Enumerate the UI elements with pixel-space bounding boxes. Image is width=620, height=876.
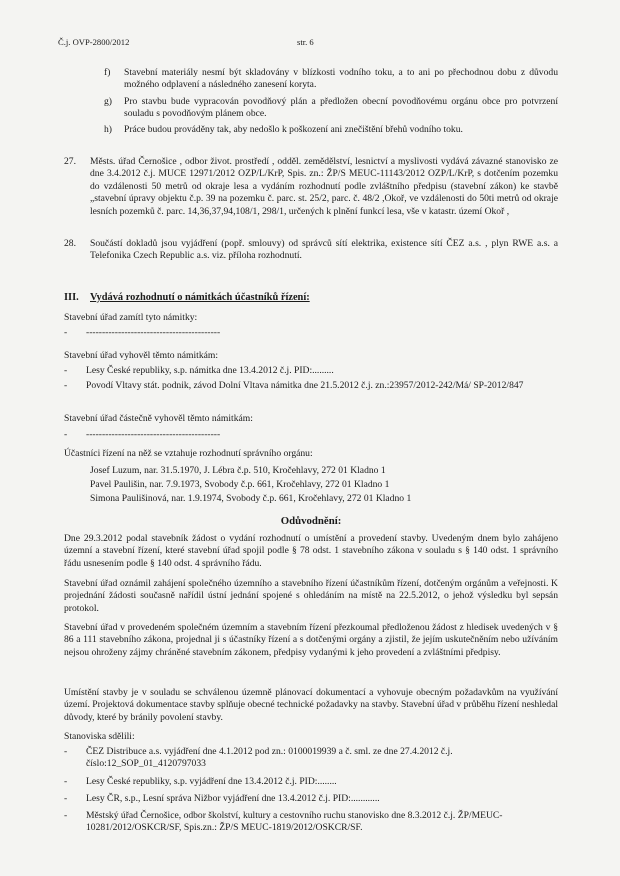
list-text: Práce budou prováděny tak, aby nedošlo k poškození ani znečištění břehů vodního toku. <box>124 124 463 135</box>
dash: - <box>64 746 68 757</box>
list-marker: 27. <box>64 156 76 167</box>
dash: - <box>64 380 68 391</box>
accepted-text: Povodí Vltavy stát. podnik, závod Dolní Vltava námitka dne 21.5.2012 č.j. zn.:23957/2012-242/Má/ SP-2012/847 <box>86 380 524 391</box>
reasoning-paragraph: Stavební úřad v provedeném společném územním a stavebním řízení přezkoumal předloženou žádost z hledisek uvedených v § 86 a 111 stavebního zákona, projednal ji s účastníky řízení a s dotčenými orgány a zjistil, že jejím uskutečněním nebo užíváním nejsou ohroženy zájmy chráněné stavebním zákonem, předpisy vydanými k jeho provedení a zvláštními předpisy. <box>64 622 558 658</box>
list-item-f <box>104 67 558 93</box>
section-numeral: III. <box>64 292 79 303</box>
list-text: Stavební materiály nesmí být skladovány v blízkosti vodního toku, a to ani po přechodnou dobu z důvodu možného odplavení a následného zanesení koryta. <box>124 67 558 91</box>
partial-row <box>64 429 364 442</box>
list-marker: 28. <box>64 238 76 249</box>
opinion-text: Lesy České republiky, s.p. vyjádření dne 13.4.2012 č.j. PID:........ <box>86 776 337 787</box>
reasoning-paragraph: Dne 29.3.2012 podal stavebník žádost o vydání rozhodnutí o umístění a provedení stavby. Uvedeným dnem bylo zahájeno územní a stavební řízení, které stavební úřad spojil podle § 78 odst. 1 stavebního zákona v souladu s § 140 odst. 1 správního řádu usnesením podle § 140 odst. 4 správního řádu. <box>64 533 558 569</box>
blank-line: ------------------------------------------ <box>86 429 221 440</box>
list-item-27 <box>64 156 558 234</box>
dash: - <box>64 429 68 440</box>
accepted-item <box>64 365 558 378</box>
reasoning-paragraph: Umístění stavby je v souladu se schválenou územně plánovací dokumentací a vyhovuje obecným požadavkům na využívání území. Projektová dokumentace stavby splňuje obecné technické požadavky na stavby. Stavební úřad v průběhu řízení neshledal důvody, které by bránily povolení stavby. <box>64 687 558 723</box>
list-item-h <box>104 124 558 138</box>
dash: - <box>64 327 68 338</box>
list-marker: g) <box>104 96 112 107</box>
opinion-item <box>64 810 558 836</box>
list-item-28 <box>64 238 558 264</box>
accepted-text: Lesy České republiky, s.p. námitka dne 13.4.2012 č.j. PID:......... <box>86 365 334 376</box>
section-heading <box>64 292 558 304</box>
dash: - <box>64 810 68 821</box>
opinion-item <box>64 793 558 806</box>
reasoning-title: Odůvodnění: <box>280 515 342 527</box>
participant: Pavel Paulišin, nar. 7.9.1973, Svobody č.p. 661, Kročehlavy, 272 01 Kladno 1 <box>90 479 390 490</box>
opinion-item <box>64 746 558 772</box>
accepted-item <box>64 380 558 406</box>
opinion-text: Lesy ČR, s.p., Lesní správa Nižbor vyjádření dne 13.4.2012 č.j. PID:............ <box>86 793 380 804</box>
opinion-text: ČEZ Distribuce a.s. vyjádření dne 4.1.2012 pod zn.: 0100019939 a č. sml. ze dne 27.4.2012 č.j. číslo:12_SOP_01_4120797033 <box>86 746 453 770</box>
opinions-label: Stanoviska sdělili: <box>64 731 135 742</box>
list-marker: h) <box>104 124 112 135</box>
opinion-item <box>64 776 558 789</box>
list-text: Městs. úřad Černošice , odbor život. prostředí , odděl. zemědělství, lesnictví a myslivosti vydává závazné stanovisko ze dne 3.4.2012 č.j. MUCE 12971/2012 OZP/L/KrP, Spis. zn.: ŽP/S MEUC-11143/2012 OZP/L/KrP, s dotčením pozemku do vzdálenosti 50 metrů od okraje lesa a vydáním rozhodnutí podle zvláštního předpisu (stavební zákon) ke stavbě „stavební úpravy objektu č.p. 39 na pozemku č. parc. st. 25/2, parc. č. 48/2 ,Okoř, ve vzdálenosti do 50ti metrů od okraje lesních pozemků č. parc. 14,36,37,94,108/1, 298/1, určených k plnění funkcí lesa, vše v katastr. území Okoř , <box>90 156 558 217</box>
accepted-label: Stavební úřad vyhověl těmto námitkám: <box>64 350 219 361</box>
rejected-row <box>64 327 364 340</box>
blank-line: ------------------------------------------ <box>86 327 221 338</box>
dash: - <box>64 776 68 787</box>
list-item-g <box>104 96 558 122</box>
page-number: str. 6 <box>297 37 314 47</box>
reference-number: Č.j. OVP-2800/2012 <box>58 37 130 47</box>
partial-label: Stavební úřad částečně vyhověl těmto námitkám: <box>64 413 253 424</box>
rejected-label: Stavební úřad zamítl tyto námitky: <box>64 312 198 323</box>
dash: - <box>64 365 68 376</box>
reasoning-paragraph: Stavební úřad oznámil zahájení společného územního a stavebního řízení účastníkům řízení, dotčeným orgánům a veřejnosti. K projednání žádosti současně nařídil ústní jednání spojené s ohledáním na místě na 22.5.2012, o jehož výsledku byl sepsán protokol. <box>64 578 558 614</box>
list-text: Pro stavbu bude vypracován povodňový plán a předložen obecní povodňovému orgánu obce pro potvrzení souladu s povodňovým plánem obce. <box>124 96 558 120</box>
list-text: Součástí dokladů jsou vyjádření (popř. smlouvy) od správců sítí elektrika, existence sítí ČEZ a.s. , plyn RWE a.s. a Telefonika Czech Republic a.s. viz. příloha rozhodnutí. <box>90 238 558 262</box>
opinion-text: Městský úřad Černošice, odbor školství, kultury a cestovního ruchu stanovisko dne 8.3.2012 č.j. ŽP/MEUC-10281/2012/OSKCR/SF, Spis.zn.: ŽP/S MEUC-1819/2012/OSKCR/SF. <box>86 810 503 834</box>
participants-label: Účastníci řízení na něž se vztahuje rozhodnutí správního orgánu: <box>64 448 313 459</box>
page-header <box>58 36 562 48</box>
section-title: Vydává rozhodnutí o námitkách účastníků řízení: <box>90 292 310 303</box>
list-marker: f) <box>104 67 111 78</box>
participant: Simona Paulišinová, nar. 1.9.1974, Svobody č.p. 661, Kročehlavy, 272 01 Kladno 1 <box>90 493 412 504</box>
participant: Josef Luzum, nar. 31.5.1970, J. Lébra č.p. 510, Kročehlavy, 272 01 Kladno 1 <box>90 465 386 476</box>
dash: - <box>64 793 68 804</box>
